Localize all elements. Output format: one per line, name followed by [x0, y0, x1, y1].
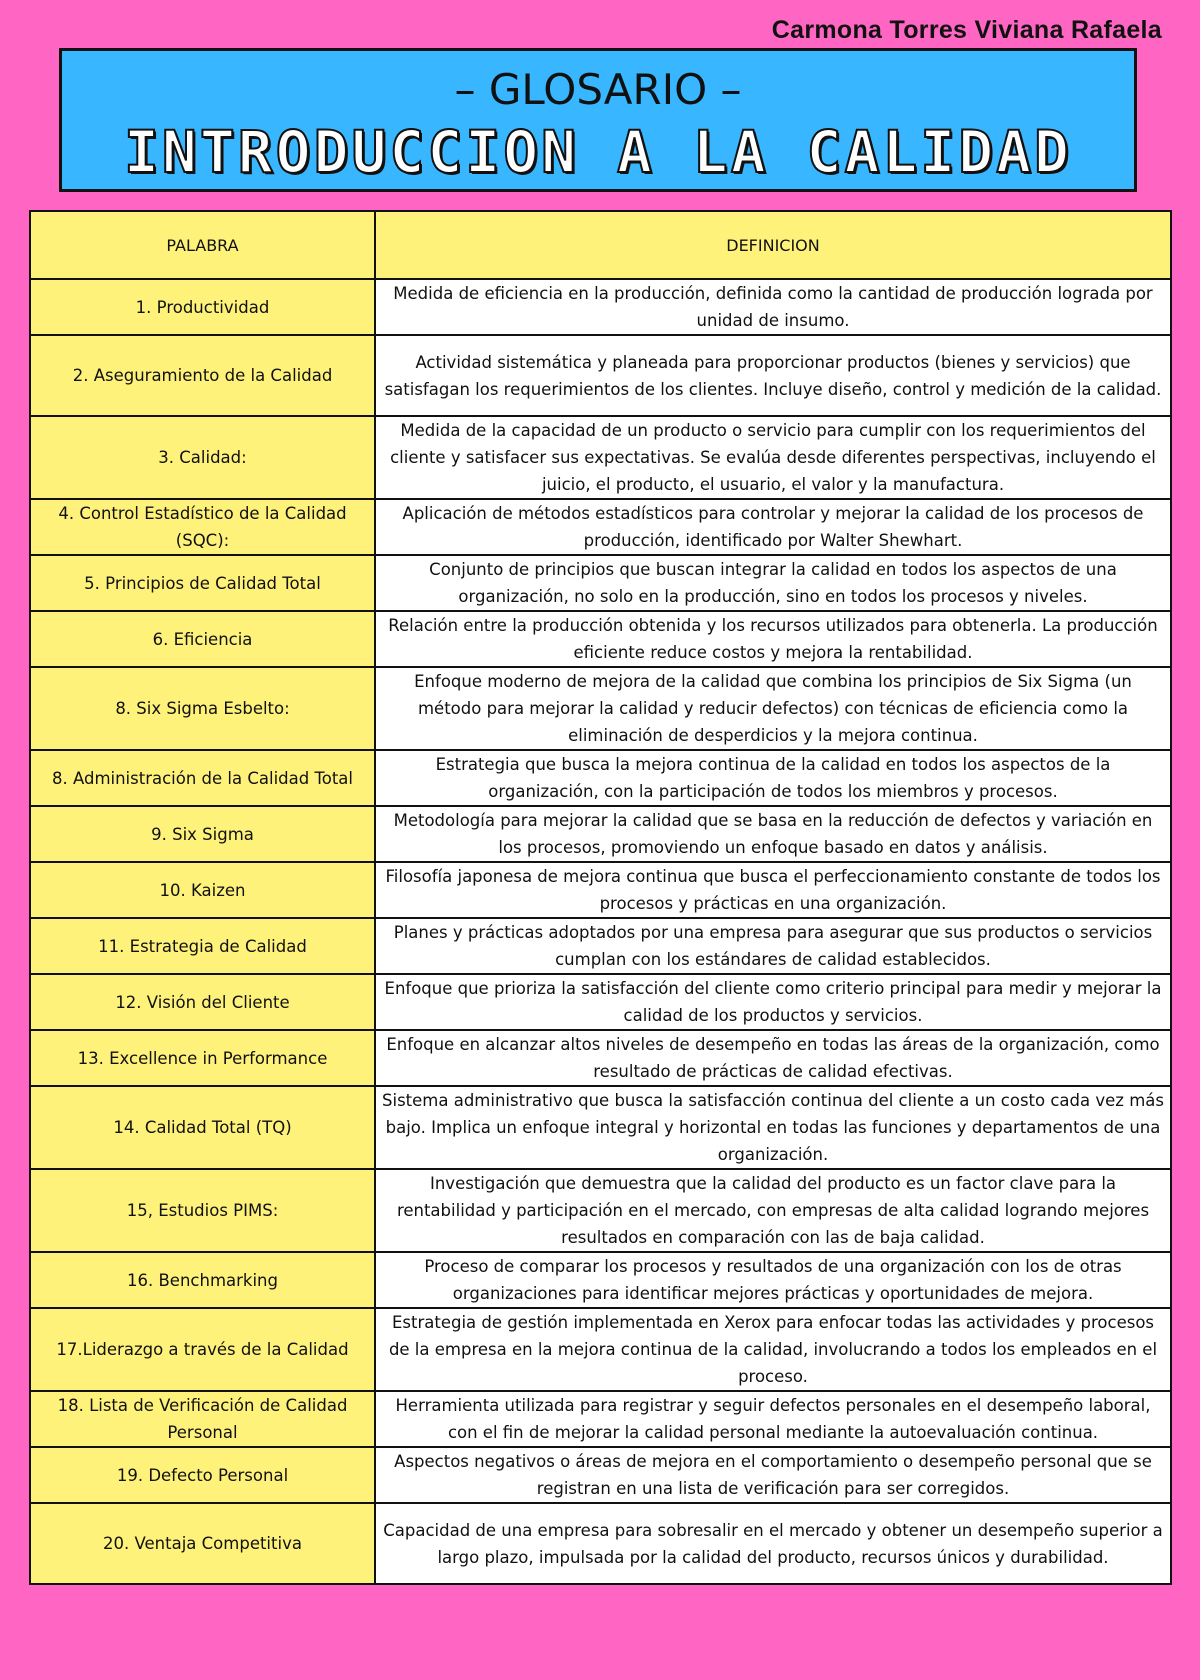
- table-row: [30, 1503, 1171, 1584]
- definition-cell: Conjunto de principios que buscan integrar la calidad en todos los aspectos de una organización, no solo en la producción, sino en todos los procesos y niveles.: [375, 555, 1171, 611]
- term-cell: 16. Benchmarking: [30, 1252, 375, 1308]
- title-glosario: – GLOSARIO –: [454, 65, 742, 114]
- definition-cell: Medida de la capacidad de un producto o servicio para cumplir con los requerimientos del cliente y satisfacer sus expectativas. Se evalúa desde diferentes perspectivas, incluyendo el juicio, el producto, el usuario, el valor y la manufactura.: [375, 416, 1171, 499]
- table-row: [30, 611, 1171, 667]
- definition-cell: Medida de eficiencia en la producción, definida como la cantidad de producción lograda por unidad de insumo.: [375, 279, 1171, 335]
- definition-cell: Planes y prácticas adoptados por una empresa para asegurar que sus productos o servicios cumplan con los estándares de calidad establecidos.: [375, 918, 1171, 974]
- definition-cell: Filosofía japonesa de mejora continua que busca el perfeccionamiento constante de todos los procesos y prácticas en una organización.: [375, 862, 1171, 918]
- term-cell: 8. Administración de la Calidad Total: [30, 750, 375, 806]
- table-row: [30, 1086, 1171, 1169]
- glossary-table: [29, 210, 1172, 1585]
- table-row: [30, 555, 1171, 611]
- term-cell: 3. Calidad:: [30, 416, 375, 499]
- term-cell: 6. Eficiencia: [30, 611, 375, 667]
- term-cell: 8. Six Sigma Esbelto:: [30, 667, 375, 750]
- header-palabra: PALABRA: [30, 211, 375, 279]
- table-row: [30, 1252, 1171, 1308]
- term-cell: 9. Six Sigma: [30, 806, 375, 862]
- term-cell: 19. Defecto Personal: [30, 1447, 375, 1503]
- term-cell: 12. Visión del Cliente: [30, 974, 375, 1030]
- term-cell: 1. Productividad: [30, 279, 375, 335]
- term-cell: 2. Aseguramiento de la Calidad: [30, 335, 375, 416]
- definition-cell: Estrategia que busca la mejora continua de la calidad en todos los aspectos de la organización, con la participación de todos los miembros y procesos.: [375, 750, 1171, 806]
- title-banner: [59, 48, 1137, 192]
- table-row: [30, 416, 1171, 499]
- table-row: [30, 279, 1171, 335]
- table-row: [30, 335, 1171, 416]
- term-cell: 17.Liderazgo a través de la Calidad: [30, 1308, 375, 1391]
- definition-cell: Proceso de comparar los procesos y resultados de una organización con los de otras organizaciones para identificar mejores prácticas y oportunidades de mejora.: [375, 1252, 1171, 1308]
- title-main: INTRODUCCION A LA CALIDAD: [124, 118, 1072, 186]
- table-row: [30, 1030, 1171, 1086]
- definition-cell: Actividad sistemática y planeada para proporcionar productos (bienes y servicios) que satisfagan los requerimientos de los clientes. Incluye diseño, control y medición de la calidad.: [375, 335, 1171, 416]
- table-row: [30, 1447, 1171, 1503]
- table-row: [30, 1169, 1171, 1252]
- term-cell: 4. Control Estadístico de la Calidad (SQC):: [30, 499, 375, 555]
- glossary-body: [30, 279, 1171, 1584]
- definition-cell: Investigación que demuestra que la calidad del producto es un factor clave para la rentabilidad y participación en el mercado, con empresas de alta calidad logrando mejores resultados en comparación con las de baja calidad.: [375, 1169, 1171, 1252]
- definition-cell: Capacidad de una empresa para sobresalir en el mercado y obtener un desempeño superior a largo plazo, impulsada por la calidad del producto, recursos únicos y durabilidad.: [375, 1503, 1171, 1584]
- definition-cell: Aplicación de métodos estadísticos para controlar y mejorar la calidad de los procesos de producción, identificado por Walter Shewhart.: [375, 499, 1171, 555]
- table-row: [30, 862, 1171, 918]
- table-header-row: [30, 211, 1171, 279]
- definition-cell: Metodología para mejorar la calidad que se basa en la reducción de defectos y variación en los procesos, promoviendo un enfoque basado en datos y análisis.: [375, 806, 1171, 862]
- table-row: [30, 750, 1171, 806]
- table-row: [30, 667, 1171, 750]
- author-name: Carmona Torres Viviana Rafaela: [771, 16, 1162, 44]
- definition-cell: Enfoque en alcanzar altos niveles de desempeño en todas las áreas de la organización, como resultado de prácticas de calidad efectivas.: [375, 1030, 1171, 1086]
- table-row: [30, 806, 1171, 862]
- term-cell: 11. Estrategia de Calidad: [30, 918, 375, 974]
- term-cell: 18. Lista de Verificación de Calidad Personal: [30, 1391, 375, 1447]
- header-definicion: DEFINICION: [375, 211, 1171, 279]
- term-cell: 20. Ventaja Competitiva: [30, 1503, 375, 1584]
- table-row: [30, 1308, 1171, 1391]
- table-row: [30, 974, 1171, 1030]
- definition-cell: Enfoque que prioriza la satisfacción del cliente como criterio principal para medir y mejorar la calidad de los productos y servicios.: [375, 974, 1171, 1030]
- definition-cell: Herramienta utilizada para registrar y seguir defectos personales en el desempeño laboral, con el fin de mejorar la calidad personal mediante la autoevaluación continua.: [375, 1391, 1171, 1447]
- term-cell: 5. Principios de Calidad Total: [30, 555, 375, 611]
- table-row: [30, 1391, 1171, 1447]
- definition-cell: Enfoque moderno de mejora de la calidad que combina los principios de Six Sigma (un método para mejorar la calidad y reducir defectos) con técnicas de eficiencia como la eliminación de desperdicios y la mejora continua.: [375, 667, 1171, 750]
- term-cell: 15, Estudios PIMS:: [30, 1169, 375, 1252]
- table-row: [30, 499, 1171, 555]
- term-cell: 14. Calidad Total (TQ): [30, 1086, 375, 1169]
- definition-cell: Relación entre la producción obtenida y los recursos utilizados para obtenerla. La producción eficiente reduce costos y mejora la rentabilidad.: [375, 611, 1171, 667]
- definition-cell: Sistema administrativo que busca la satisfacción continua del cliente a un costo cada vez más bajo. Implica un enfoque integral y horizontal en todas las funciones y departamentos de una organización.: [375, 1086, 1171, 1169]
- definition-cell: Aspectos negativos o áreas de mejora en el comportamiento o desempeño personal que se registran en una lista de verificación para ser corregidos.: [375, 1447, 1171, 1503]
- table-row: [30, 918, 1171, 974]
- term-cell: 13. Excellence in Performance: [30, 1030, 375, 1086]
- term-cell: 10. Kaizen: [30, 862, 375, 918]
- definition-cell: Estrategia de gestión implementada en Xerox para enfocar todas las actividades y procesos de la empresa en la mejora continua de la calidad, involucrando a todos los empleados en el proceso.: [375, 1308, 1171, 1391]
